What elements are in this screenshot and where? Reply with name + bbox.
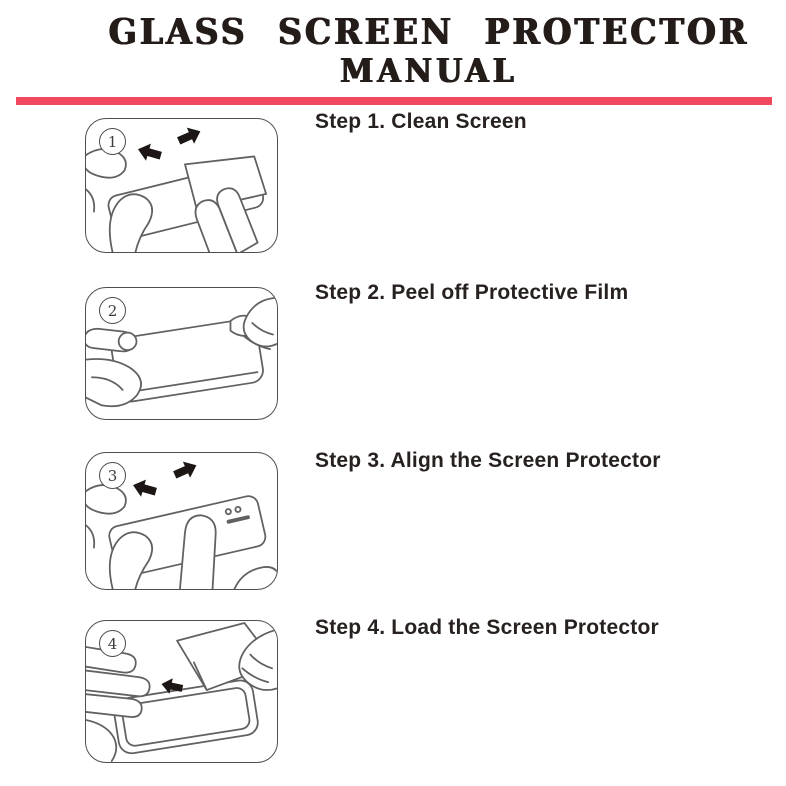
step-4-number: 4 (107, 634, 118, 653)
step-2-illustration-panel (85, 287, 278, 420)
arrow-left-icon (136, 141, 164, 165)
step-3-illustration-panel (85, 452, 278, 590)
arrow-left-icon (131, 477, 159, 501)
step-1-label: Step 1. Clean Screen (315, 110, 527, 133)
step-3-label: Step 3. Align the Screen Protector (315, 449, 661, 472)
page-title: GLASS SCREEN PROTECTOR (108, 10, 750, 53)
step-3-number-badge (99, 462, 126, 489)
step-1-number: 1 (107, 132, 118, 151)
step-4-label: Step 4. Load the Screen Protector (315, 616, 659, 639)
step-1-illustration-panel (85, 118, 278, 253)
step-4-illustration-panel (85, 620, 278, 763)
step-4-number-badge (99, 630, 126, 657)
step-3-number: 3 (107, 466, 118, 485)
step-1-number-badge (99, 128, 126, 155)
step-2-number-badge (99, 297, 126, 324)
arrow-right-icon (175, 123, 204, 149)
arrow-right-icon (171, 457, 200, 483)
step-2-label: Step 2. Peel off Protective Film (315, 281, 629, 304)
step-2-number: 2 (107, 301, 118, 320)
page-subtitle: MANUAL (340, 52, 518, 91)
title-divider (16, 97, 772, 105)
